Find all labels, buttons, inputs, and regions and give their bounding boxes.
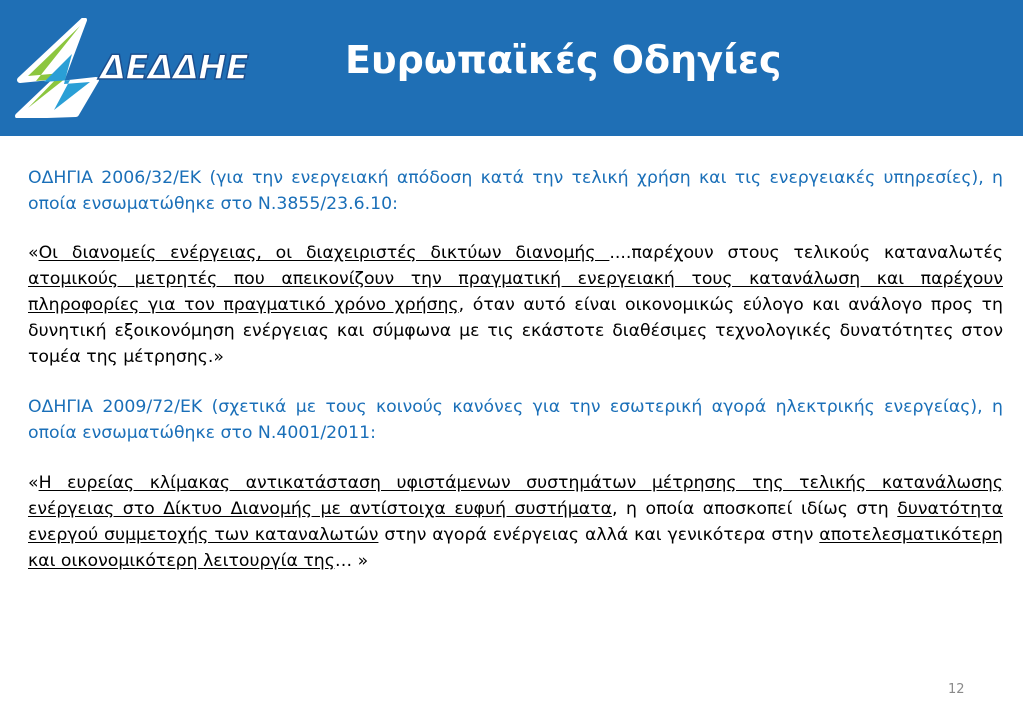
quote-text-2: , όταν αυτό είναι οικονομικώς εύλογο και ανάλογο προς τη δυνητική εξοικονόμηση ενέργειας και σύμφωνα με τις εκάστοτε διαθέσιμες τεχνολογικές δυνατότητες στον τομέα της μέτρησης.» [28,295,1003,367]
logo-text: ΔΕΔΔΗΕ [100,48,248,88]
quote-open: « [28,243,39,263]
quote-open: « [28,473,39,493]
quote-underlined-2: δυνατότητα ενεργού συμμετοχής των καταναλωτών [28,499,1004,545]
company-logo [14,18,248,118]
slide-body [28,165,1003,574]
directive-2006-heading: ΟΔΗΓΙΑ 2006/32/ΕΚ (για την ενεργειακή απόδοση κατά την τελική χρήση και τις ενεργειακές υπηρεσίες), η οποία ενσωματώθηκε στο Ν.3855/23.6.10: [28,168,1003,214]
quote-text-1: ....παρέχουν στους τελικούς καταναλωτές [609,243,1004,263]
quote-underlined-2: ατομικούς μετρητές που απεικονίζουν την πραγματική ενεργειακή τους κατανάλωση και παρέχουν πληροφορίες για τον πραγματικό χρόνο χρήσης [28,269,1003,315]
page-number: 12 [948,682,965,697]
quote-underlined-1: Οι διανομείς ενέργειας, οι διαχειριστές δικτύων διανομής [38,243,610,263]
directive-2009-heading: ΟΔΗΓΙΑ 2009/72/ΕΚ (σχετικά με τους κοινούς κανόνες για την εσωτερική αγορά ηλεκτρικής ενεργείας), η οποία ενσωματώθηκε στο Ν.4001/2011: [28,397,1003,443]
header-bar [0,0,1023,136]
page-title: Ευρωπαϊκές Οδηγίες [345,38,782,82]
quote-text-3: … » [334,551,369,571]
directive-2006-quote [28,240,1003,370]
directive-2009-quote [28,470,1003,574]
quote-underlined-1: Η ευρείας κλίμακας αντικατάσταση υφιστάμενων συστημάτων μέτρησης της τελικής κατανάλωσης ενέργειας στο Δίκτυο Διανομής με αντίστοιχα ευφυή συστήματα [28,473,1003,519]
quote-text-2: στην αγορά ενέργειας αλλά και γενικότερα στην [378,525,820,545]
quote-underlined-3: αποτελεσματικότερη και οικονομικότερη λειτουργία της [28,525,1003,571]
quote-text-1: , η οποία αποσκοπεί ιδίως στη [612,499,898,519]
